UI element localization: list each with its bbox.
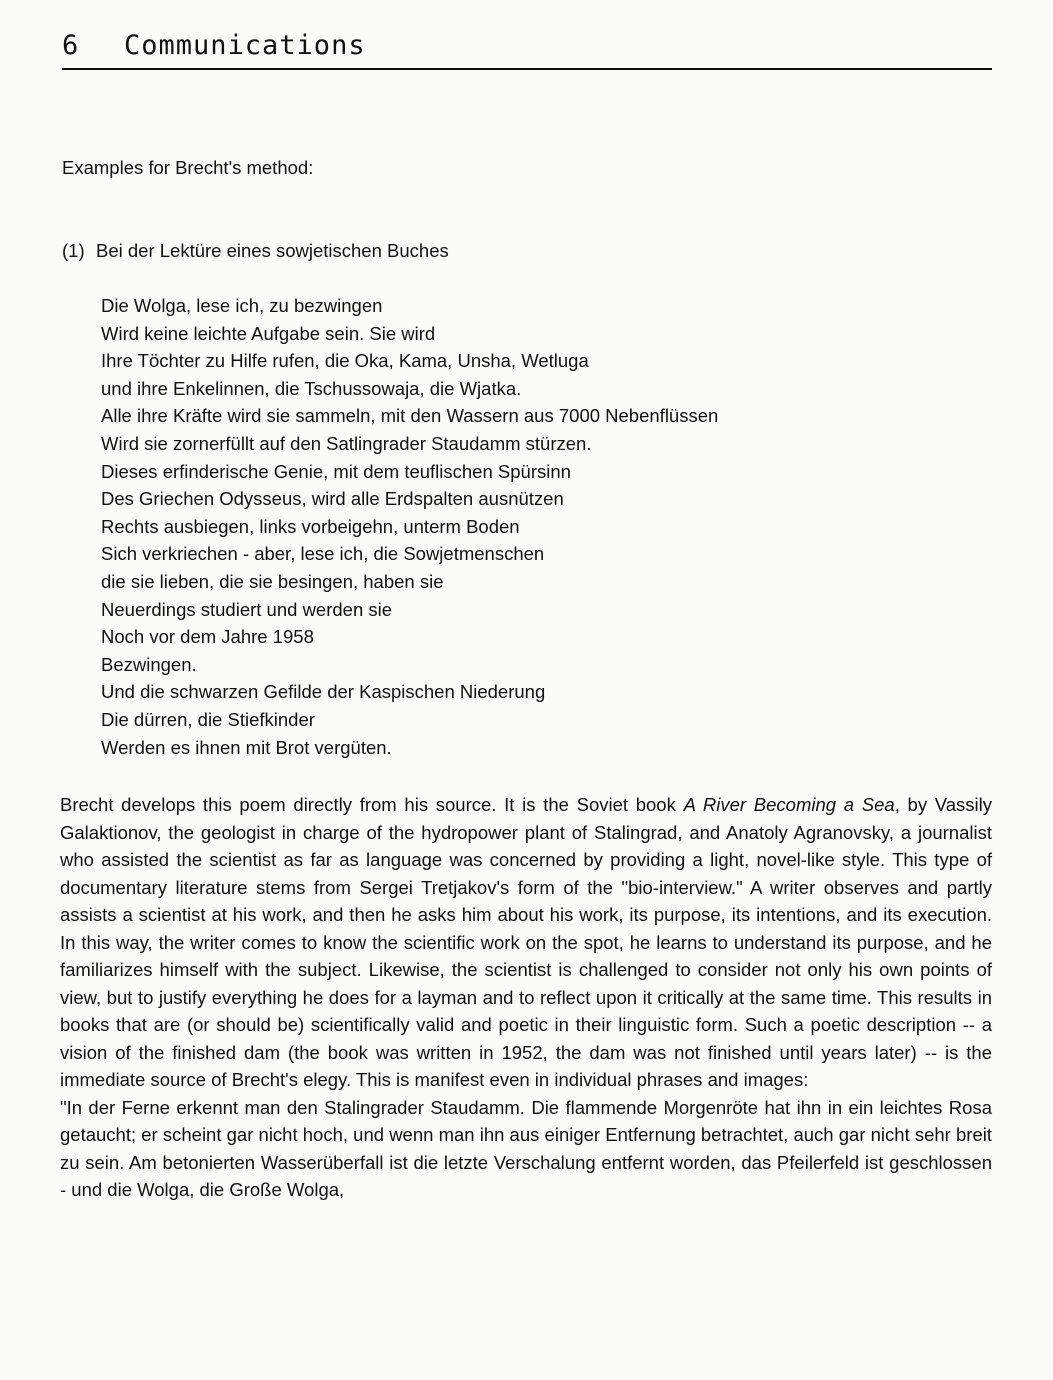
poem-line: Die Wolga, lese ich, zu bezwingen bbox=[101, 295, 383, 316]
header-rule bbox=[62, 68, 992, 70]
poem-line: Bezwingen. bbox=[101, 653, 197, 675]
poem-line: Werden es ihnen mit Brot vergüten. bbox=[101, 736, 392, 758]
body-paragraph bbox=[60, 791, 992, 1094]
body-text-part: , by Vassily Galaktionov, the geologist in charge of the hydropower plant of Stalingrad, and Anatoly Agranovsky, a journalist who assisted the scientist as far as language was concerned by providing a light, novel-like style. This type of documentary literature stems from Sergei Tretjakov's form of the "bio-interview." A writer observes and partly assists a scientist at his work, and then he asks him about his work, its purpose, its intentions, and its execution. In this way, the writer comes to know the scientific work on the spot, he learns to understand its purpose, and he familiarizes himself with the subject. Likewise, the scientist is challenged to consider not only his own points of view, but to justify everything he does for a layman and to reflect upon it critically at the same time. This results in books that are (or should be) scientifically valid and poetic in their linguistic form. Such a poetic description -- a vision of the finished dam (the book was written in 1952, the dam was not finished until years later) -- is the immediate source of Brecht's elegy. This is manifest even in individual phrases and images: bbox=[60, 794, 993, 1090]
poem-line: Neuerdings studiert und werden sie bbox=[101, 598, 393, 620]
poem-line: Die dürren, die Stiefkinder bbox=[101, 708, 315, 730]
poem-line: Des Griechen Odysseus, wird alle Erdspalten ausnützen bbox=[101, 488, 564, 510]
chapter-title: Communications bbox=[124, 30, 366, 61]
example-heading bbox=[62, 240, 449, 262]
book-title: A River Becoming a Sea bbox=[683, 794, 895, 815]
poem bbox=[101, 292, 718, 761]
page-header bbox=[62, 30, 992, 61]
poem-line: Wird keine leichte Aufgabe sein. Sie wird bbox=[101, 322, 436, 344]
example-number: (1) bbox=[62, 240, 85, 261]
poem-line: Rechts ausbiegen, links vorbeigehn, unterm Boden bbox=[101, 515, 520, 537]
chapter-number: 6 bbox=[62, 30, 80, 61]
poem-line: Sich verkriechen - aber, lese ich, die Sowjetmenschen bbox=[101, 543, 545, 565]
poem-line: Ihre Töchter zu Hilfe rufen, die Oka, Kama, Unsha, Wetluga bbox=[101, 350, 589, 372]
poem-line: die sie lieben, die sie besingen, haben sie bbox=[101, 570, 444, 592]
poem-line: Wird sie zornerfüllt auf den Satlingrader Staudamm stürzen. bbox=[101, 432, 592, 454]
poem-title: Bei der Lektüre eines sowjetischen Buches bbox=[96, 240, 449, 261]
intro-text: Examples for Brecht's method: bbox=[62, 157, 314, 178]
poem-line: Alle ihre Kräfte wird sie sammeln, mit den Wassern aus 7000 Nebenflüssen bbox=[101, 405, 719, 427]
body-text bbox=[60, 791, 992, 1204]
poem-line: Dieses erfinderische Genie, mit dem teuflischen Spürsinn bbox=[101, 460, 571, 482]
poem-line: Noch vor dem Jahre 1958 bbox=[101, 626, 314, 648]
poem-line: und ihre Enkelinnen, die Tschussowaja, die Wjatka. bbox=[101, 377, 522, 399]
body-text-part: Brecht develops this poem directly from his source. It is the Soviet book bbox=[60, 794, 684, 815]
poem-line: Und die schwarzen Gefilde der Kaspischen Niederung bbox=[101, 681, 546, 703]
quote-paragraph: "In der Ferne erkennt man den Stalingrader Staudamm. Die flammende Morgenröte hat ihn in ein leichtes Rosa getaucht; er scheint gar nicht hoch, und wenn man ihn aus einiger Entfernung betrachtet, auch gar nicht sehr breit zu sein. Am betonierten Wasserüberfall ist die letzte Verschalung entfernt worden, das Pfeilerfeld ist geschlossen - und die Wolga, die Große Wolga, bbox=[60, 1096, 992, 1200]
